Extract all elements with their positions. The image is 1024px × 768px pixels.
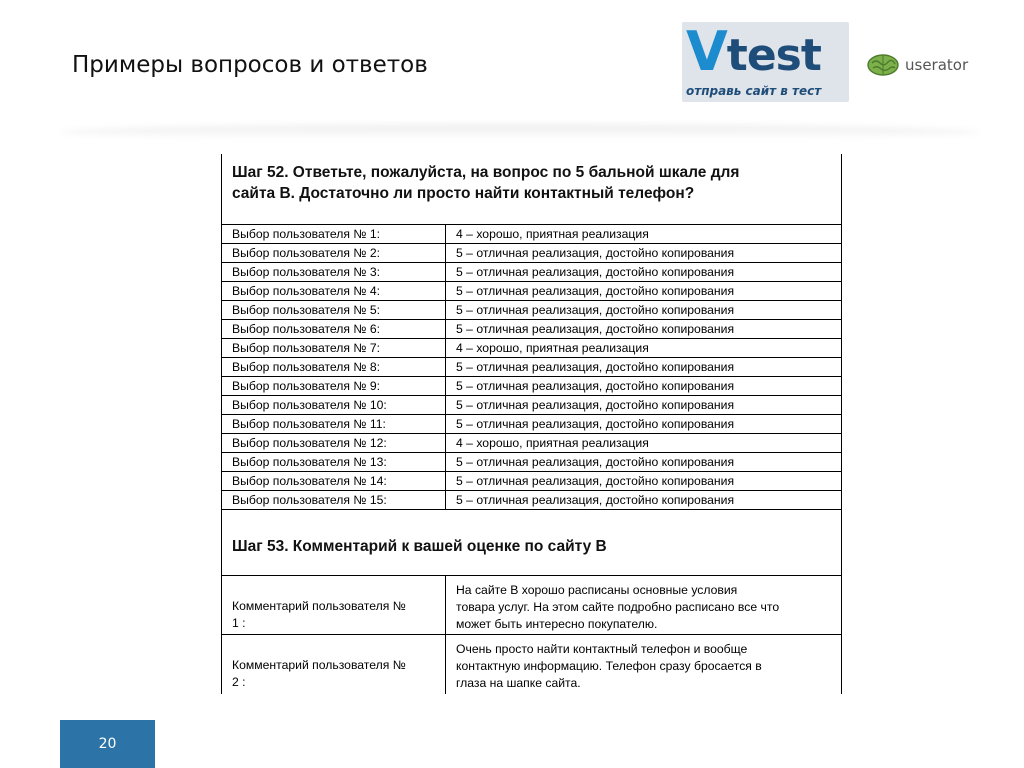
page-number: 20 bbox=[60, 720, 155, 768]
table-row bbox=[222, 377, 842, 396]
user-choice-answer: 5 – отличная реализация, достойно копирования bbox=[446, 282, 842, 301]
user-choice-label: Выбор пользователя № 10: bbox=[222, 396, 446, 415]
comment-text: На сайте В хорошо расписаны основные условия товара услуг. На этом сайте подробно расписано все что может быть интересно покупателю. bbox=[446, 576, 842, 635]
user-choice-label: Выбор пользователя № 8: bbox=[222, 358, 446, 377]
slide-title: Примеры вопросов и ответов bbox=[72, 52, 428, 78]
header-divider-shadow bbox=[60, 124, 980, 140]
vtest-logo-word: Vtest bbox=[686, 22, 821, 83]
user-choice-answer: 5 – отличная реализация, достойно копирования bbox=[446, 301, 842, 320]
user-choice-label: Выбор пользователя № 14: bbox=[222, 472, 446, 491]
user-choice-answer: 4 – хорошо, приятная реализация bbox=[446, 225, 842, 244]
user-choice-label: Выбор пользователя № 4: bbox=[222, 282, 446, 301]
table-row bbox=[222, 434, 842, 453]
step-53-heading: Шаг 53. Комментарий к вашей оценке по сайту В bbox=[232, 538, 607, 555]
user-choice-answer: 5 – отличная реализация, достойно копирования bbox=[446, 358, 842, 377]
table-row bbox=[222, 576, 842, 635]
table-row bbox=[222, 225, 842, 244]
user-choice-answer: 5 – отличная реализация, достойно копирования bbox=[446, 415, 842, 434]
user-choice-label: Выбор пользователя № 12: bbox=[222, 434, 446, 453]
table-row bbox=[222, 282, 842, 301]
user-choice-label: Выбор пользователя № 15: bbox=[222, 491, 446, 510]
user-choice-label: Выбор пользователя № 9: bbox=[222, 377, 446, 396]
brain-icon bbox=[866, 53, 900, 77]
user-choice-answer: 5 – отличная реализация, достойно копирования bbox=[446, 263, 842, 282]
user-choice-label: Выбор пользователя № 11: bbox=[222, 415, 446, 434]
user-choice-answer: 4 – хорошо, приятная реализация bbox=[446, 434, 842, 453]
table-row bbox=[222, 472, 842, 491]
table-row bbox=[222, 320, 842, 339]
table-row bbox=[222, 491, 842, 510]
comment-user-label: Комментарий пользователя № 1 : bbox=[222, 576, 446, 635]
user-choice-answer: 5 – отличная реализация, достойно копирования bbox=[446, 491, 842, 510]
rating-table bbox=[221, 224, 842, 510]
user-choice-label: Выбор пользователя № 5: bbox=[222, 301, 446, 320]
vtest-logo bbox=[682, 22, 849, 102]
table-row bbox=[222, 635, 842, 694]
user-choice-answer: 5 – отличная реализация, достойно копирования bbox=[446, 244, 842, 263]
userator-logo-text: userator bbox=[905, 56, 969, 74]
comment-user-label: Комментарий пользователя № 2 : bbox=[222, 635, 446, 694]
user-choice-answer: 5 – отличная реализация, достойно копирования bbox=[446, 472, 842, 491]
user-choice-label: Выбор пользователя № 2: bbox=[222, 244, 446, 263]
user-choice-answer: 5 – отличная реализация, достойно копирования bbox=[446, 377, 842, 396]
table-row bbox=[222, 244, 842, 263]
user-choice-label: Выбор пользователя № 13: bbox=[222, 453, 446, 472]
comment-table bbox=[221, 575, 842, 694]
table-row bbox=[222, 396, 842, 415]
user-choice-label: Выбор пользователя № 7: bbox=[222, 339, 446, 358]
step-52-heading: Шаг 52. Ответьте, пожалуйста, на вопрос по 5 бальной шкале для сайта В. Достаточно ли просто найти контактный телефон? bbox=[232, 164, 740, 202]
table-row bbox=[222, 415, 842, 434]
user-choice-label: Выбор пользователя № 3: bbox=[222, 263, 446, 282]
user-choice-answer: 5 – отличная реализация, достойно копирования bbox=[446, 320, 842, 339]
table-row bbox=[222, 453, 842, 472]
user-choice-answer: 5 – отличная реализация, достойно копирования bbox=[446, 453, 842, 472]
table-row bbox=[222, 301, 842, 320]
user-choice-label: Выбор пользователя № 1: bbox=[222, 225, 446, 244]
table-row bbox=[222, 358, 842, 377]
user-choice-answer: 5 – отличная реализация, достойно копирования bbox=[446, 396, 842, 415]
comment-text: Очень просто найти контактный телефон и вообще контактную информацию. Телефон сразу бросается в глаза на шапке сайта. bbox=[446, 635, 842, 694]
user-choice-label: Выбор пользователя № 6: bbox=[222, 320, 446, 339]
table-row bbox=[222, 263, 842, 282]
table-row bbox=[222, 339, 842, 358]
vtest-logo-tagline: отправь сайт в тест bbox=[686, 84, 822, 98]
survey-document bbox=[221, 154, 843, 691]
userator-logo bbox=[866, 52, 968, 78]
user-choice-answer: 4 – хорошо, приятная реализация bbox=[446, 339, 842, 358]
